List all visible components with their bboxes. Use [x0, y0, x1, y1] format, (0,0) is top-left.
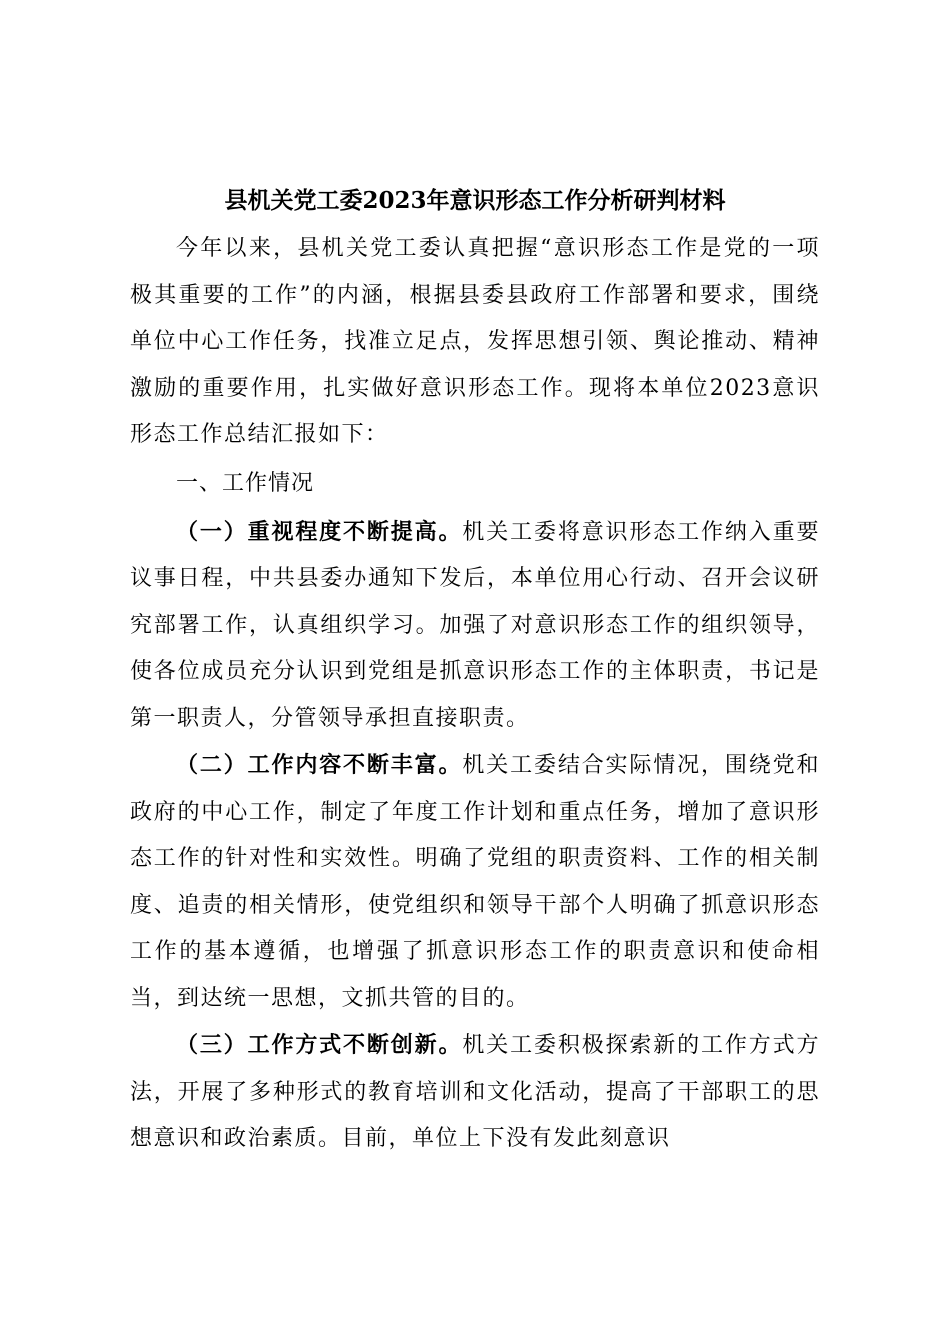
intro-paragraph: 今年以来，县机关党工委认真把握“意识形态工作是党的一项极其重要的工作”的内涵，根据县委县政府工作部署和要求，围绕单位中心工作任务，找准立足点，发挥思想引领、舆论推动、精神激励的重要作用，扎实做好意识形态工作。现将本单位2023意识形态工作总结汇报如下： — [130, 236, 820, 447]
item-lead-1: （一）重视程度不断提高。 — [176, 518, 463, 545]
item-text-3: 机关工委积极探索新的工作方式方法，开展了多种形式的教育培训和文化活动，提高了干部职工的思想意识和政治素质。目前，单位上下没有发此刻意识 — [130, 1033, 820, 1151]
section-heading: 一、工作情况 — [176, 470, 315, 496]
item-lead-3: （三）工作方式不断创新。 — [176, 1032, 463, 1058]
item-text-1: 机关工委将意识形态工作纳入重要议事日程，中共县委办通知下发后，本单位用心行动、召开会议研究部署工作，认真组织学习。加强了对意识形态工作的组织领导，使各位成员充分认识到党组是抓意识形态工作的主体职责，书记是第一职责人，分管领导承担直接职责。 — [130, 519, 820, 731]
item-lead-2: （二）工作内容不断丰富。 — [176, 752, 463, 778]
item-paragraph-3 — [130, 1022, 820, 1163]
item-text-2: 机关工委结合实际情况，围绕党和政府的中心工作，制定了年度工作计划和重点任务，增加了意识形态工作的针对性和实效性。明确了党组的职责资料、工作的相关制度、追责的相关情形，使党组织和领导干部个人明确了抓意识形态工作的基本遵循，也增强了抓意识形态工作的职责意识和使命相当，到达统一思想，文抓共管的目的。 — [130, 753, 820, 1011]
item-paragraph-2 — [130, 742, 820, 1022]
item-paragraph-1 — [130, 509, 820, 743]
document-title: 县机关党工委2023年意识形态工作分析研判材料 — [224, 187, 726, 214]
document-body — [130, 226, 820, 1163]
